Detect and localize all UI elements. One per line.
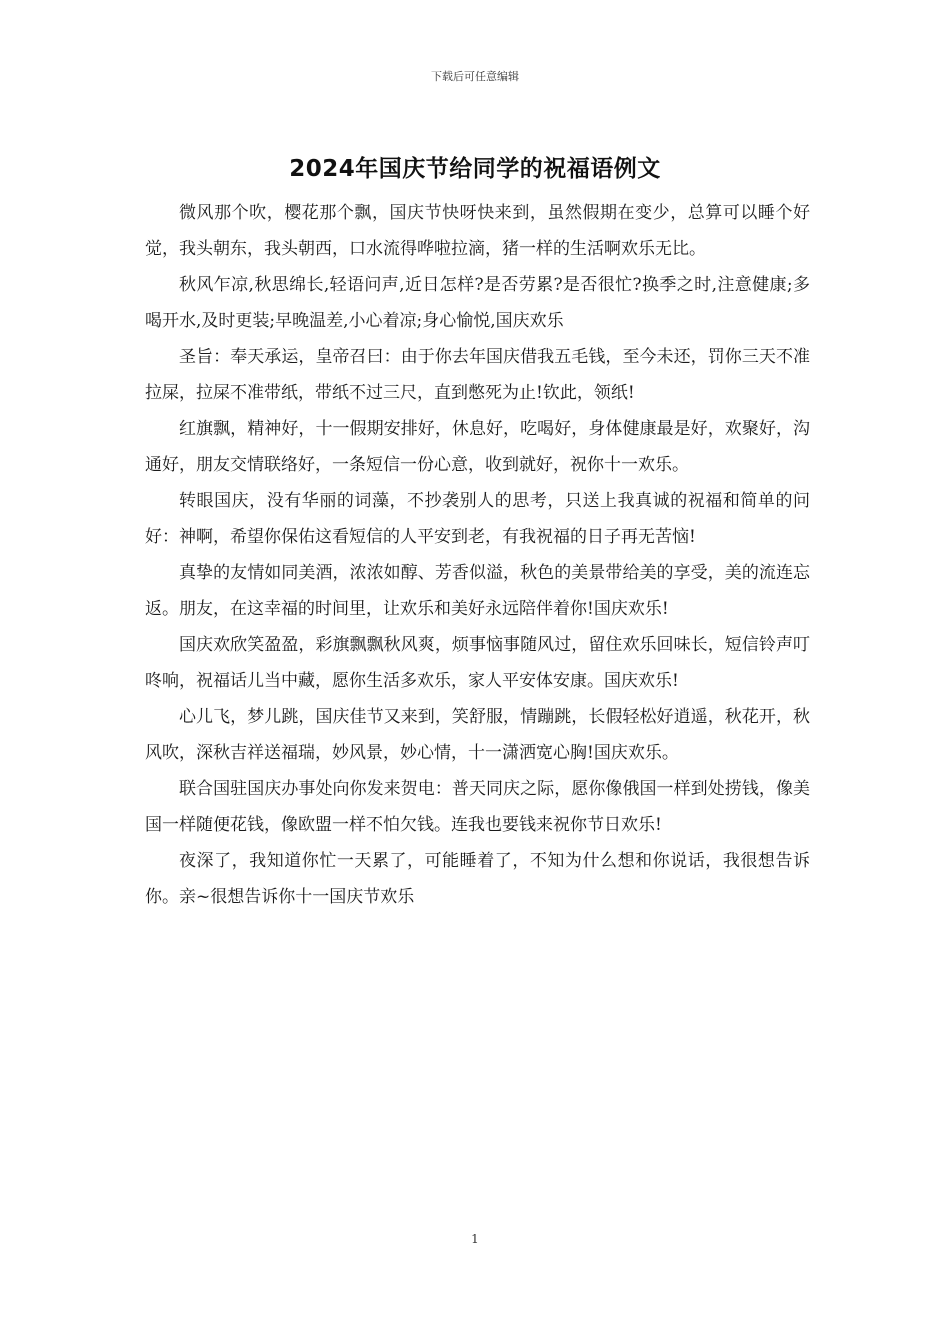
paragraph: 红旗飘，精神好，十一假期安排好，休息好，吃喝好，身体健康最是好，欢聚好，沟通好，朋友交情联络好，一条短信一份心意，收到就好，祝你十一欢乐。	[145, 419, 810, 475]
page-number: 1	[471, 1232, 479, 1246]
paragraph: 国庆欢欣笑盈盈，彩旗飘飘秋风爽，烦事恼事随风过，留住欢乐回味长，短信铃声叮咚响，祝福话儿当中藏，愿你生活多欢乐，家人平安体安康。国庆欢乐!	[145, 635, 810, 691]
paragraph: 心儿飞，梦儿跳，国庆佳节又来到，笑舒服，情蹦跳，长假轻松好逍遥，秋花开，秋风吹，深秋吉祥送福瑞，妙风景，妙心情，十一潇洒宽心胸!国庆欢乐。	[145, 707, 810, 763]
paragraph: 秋风乍凉,秋思绵长,轻语问声,近日怎样?是否劳累?是否很忙?换季之时,注意健康;多喝开水,及时更装;早晚温差,小心着凉;身心愉悦,国庆欢乐	[145, 275, 810, 331]
paragraph: 联合国驻国庆办事处向你发来贺电：普天同庆之际，愿你像俄国一样到处捞钱，像美国一样随便花钱，像欧盟一样不怕欠钱。连我也要钱来祝你节日欢乐!	[145, 779, 810, 835]
document-title: 2024年国庆节给同学的祝福语例文	[289, 156, 661, 182]
paragraph: 转眼国庆，没有华丽的词藻，不抄袭别人的思考，只送上我真诚的祝福和简单的问好：神啊，希望你保佑这看短信的人平安到老，有我祝福的日子再无苦恼!	[145, 491, 810, 547]
paragraph: 夜深了，我知道你忙一天累了，可能睡着了，不知为什么想和你说话，我很想告诉你。亲~很想告诉你十一国庆节欢乐	[145, 851, 810, 907]
paragraph: 微风那个吹，樱花那个飘，国庆节快呀快来到，虽然假期在变少，总算可以睡个好觉，我头朝东，我头朝西，口水流得哗啦拉滴，猪一样的生活啊欢乐无比。	[145, 203, 810, 259]
paragraph: 真挚的友情如同美酒，浓浓如醇、芳香似溢，秋色的美景带给美的享受，美的流连忘返。朋友，在这幸福的时间里，让欢乐和美好永远陪伴着你!国庆欢乐!	[145, 563, 810, 619]
header-note: 下载后可任意编辑	[431, 70, 519, 83]
paragraph: 圣旨：奉天承运，皇帝召曰：由于你去年国庆借我五毛钱，至今未还，罚你三天不准拉屎，拉屎不准带纸，带纸不过三尺，直到憋死为止!钦此，领纸!	[145, 347, 810, 403]
document-body	[145, 195, 810, 915]
